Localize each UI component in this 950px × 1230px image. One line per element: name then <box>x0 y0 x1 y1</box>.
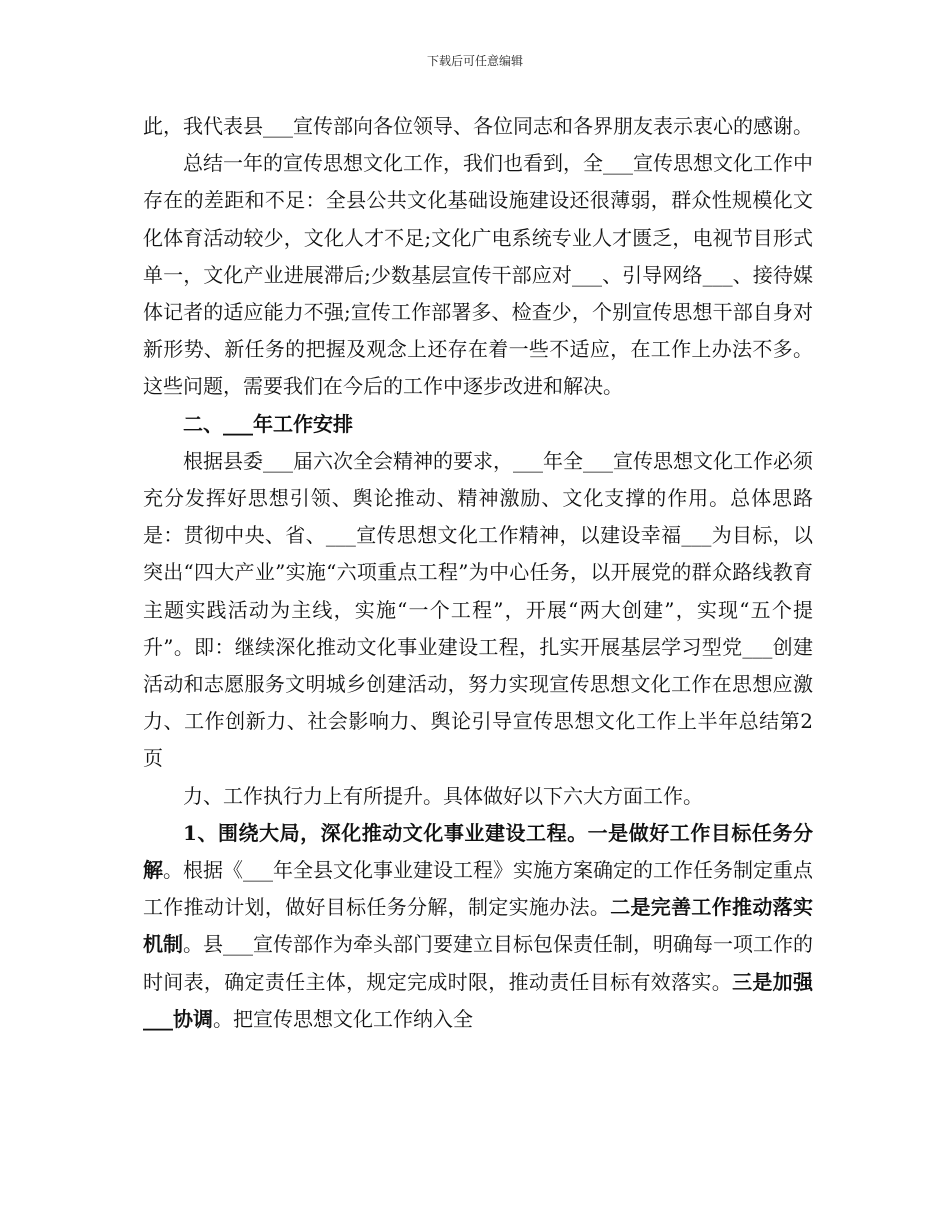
paragraph-shortcomings: 总结一年的宣传思想文化工作，我们也看到，全___宣传思想文化工作中存在的差距和不足：全县公共文化基础设施建设还很薄弱，群众性规模化文化体育活动较少，文化人才不足;文化广电系统专业人才匮乏，电视节目形式单一，文化产业进展滞后;少数基层宣传干部应对___、引导网络___、接待媒体记者的适应能力不强;宣传工作部署多、检查少，个别宣传思想干部自身对新形势、新任务的把握及观念上还存在着一些不适应，在工作上办法不多。这些问题，需要我们在今后的工作中逐步改进和解决。 <box>143 151 813 399</box>
point-one-title: 一是做好工作目标任务分解 <box>143 820 813 883</box>
point-three-title: 三是加强___协调 <box>143 969 813 1031</box>
paragraph-task-one <box>143 815 813 1038</box>
point-two-title: 二是完善工作推动落实机制 <box>143 895 813 957</box>
section-heading: 二、___年工作安排 <box>183 411 353 436</box>
point-one-text: 。根据《___年全县文化事业建设工程》实施方案确定的工作任务制定重点工作推动计划，做好目标任务分解，制定实施办法。 <box>143 858 813 920</box>
page-header: 下载后可任意编辑 <box>426 54 523 68</box>
paragraph-overall-plan: 根据县委___届六次全会精神的要求，___年全___宣传思想文化工作必须充分发挥好思想引领、舆论推动、精神激励、文化支撑的作用。总体思路是：贯彻中央、省、___宣传思想文化工作精神，以建设幸福___为目标，以突出“四大产业”实施“六项重点工程”为中心任务，以开展党的群众路线教育主题实践活动为主线，实施“一个工程”，开展“两大创建”，实现“五个提升”。即：继续深化推动文化事业建设工程，扎实开展基层学习型党___创建活动和志愿服务文明城乡创建活动，努力实现宣传思想文化工作在思想应激力、工作创新力、社会影响力、舆论引导宣传思想文化工作上半年总结第2页 <box>143 448 813 771</box>
paragraph-six-tasks: 力、工作执行力上有所提升。具体做好以下六大方面工作。 <box>183 783 703 808</box>
paragraph-thanks: 此，我代表县___宣传部向各位领导、各位同志和各界朋友表示衷心的感谢。 <box>143 114 813 138</box>
document-body <box>143 108 813 1038</box>
point-two-text: 。县___宣传部作为牵头部门要建立目标包保责任制，明确每一项工作的时间表，确定责任主体，规定完成时限，推动责任目标有效落实。 <box>143 932 813 994</box>
task-one-title: 1、围绕大局，深化推动文化事业建设工程。 <box>183 820 588 845</box>
point-three-text: 。把宣传思想文化工作纳入全 <box>213 1006 473 1031</box>
